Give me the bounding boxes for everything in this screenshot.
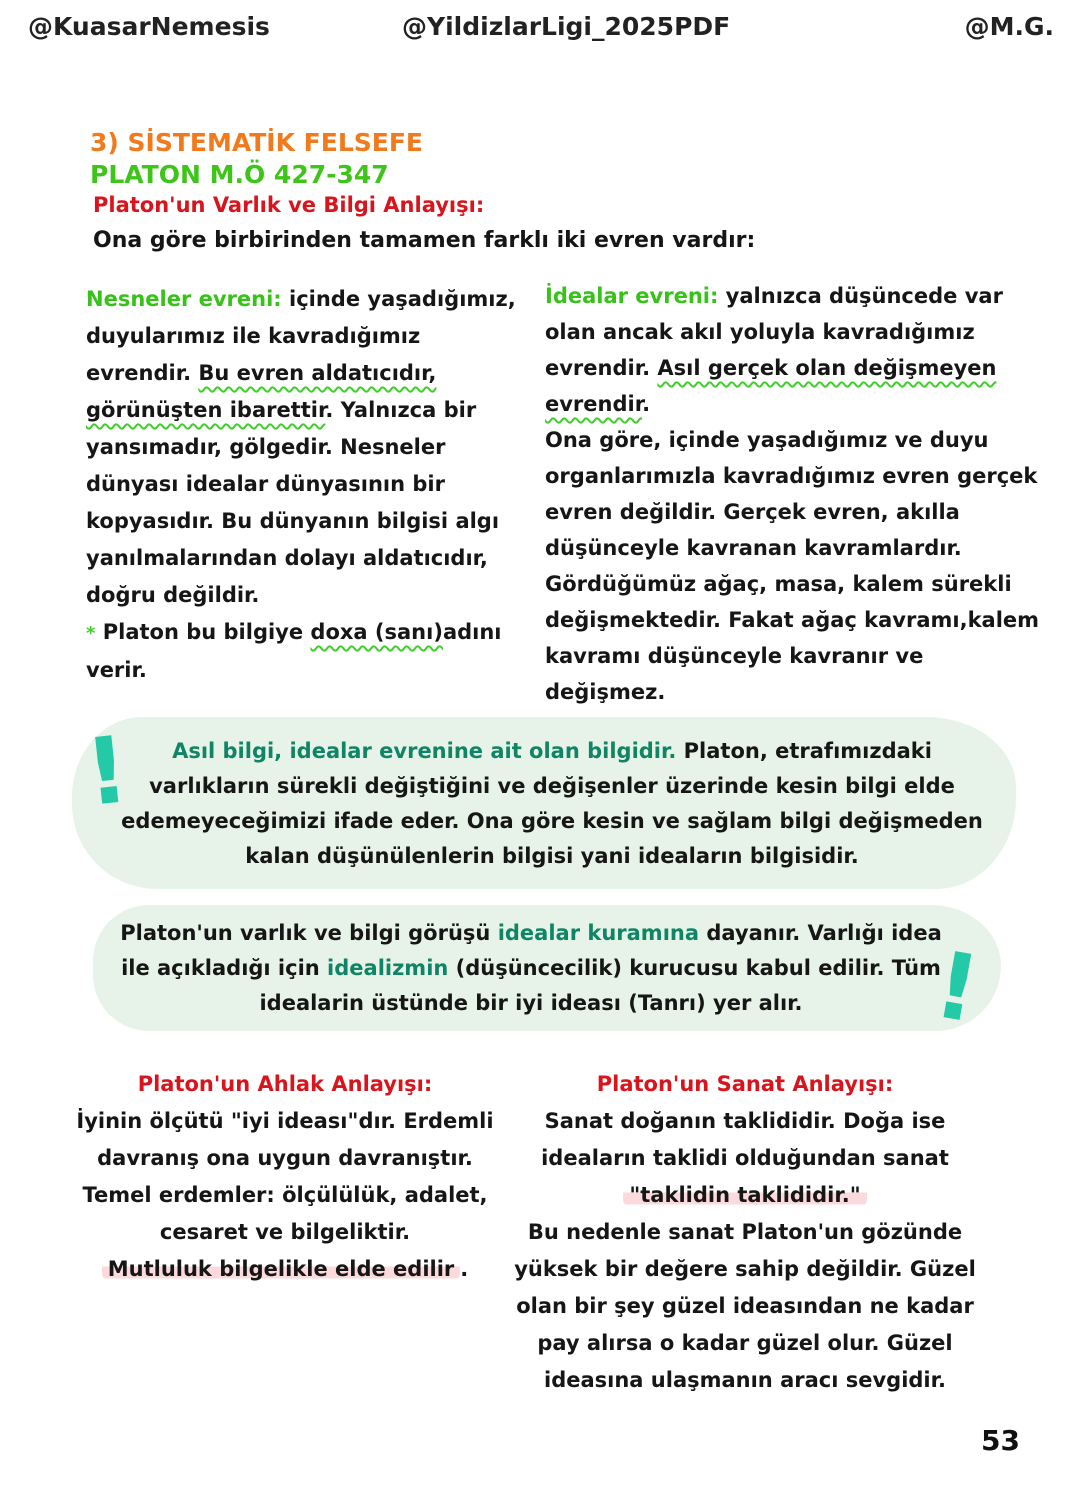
note-1-highlight: Asıl bilgi, idealar evrenine ait olan bilgidir. xyxy=(172,739,677,763)
note-2-text-3: (düşüncecilik) kurucusu kabul edilir. Tüm idealarin üstünde bir iyi ideası (Tanrı) yer alır. xyxy=(259,956,941,1015)
note-2-highlight-1: idealar kuramına xyxy=(497,921,700,945)
header-handle-center: @YildizlarLigi_2025PDF xyxy=(402,12,731,41)
header-handle-left: @KuasarNemesis xyxy=(28,12,270,41)
page-number: 53 xyxy=(981,1424,1020,1457)
note-2-text xyxy=(107,916,955,1021)
idealar-text-2: . xyxy=(642,392,651,416)
idealar-paragraph-2: Ona göre, içinde yaşadığımız ve duyu organlarımızla kavradığımız evren gerçek evren değildir. Gerçek evren, akılla düşünceyle kavranan kavramlardır. Gördüğümüz ağaç, masa, kalem sürekli değişmektedir. Fakat ağaç kavramı,kalem kavramı düşünceyle kavranır ve değişmez. xyxy=(545,428,1040,704)
ahlak-section xyxy=(70,1066,500,1288)
ahlak-highlight: Mutluluk bilgelikle elde edilir xyxy=(102,1257,461,1281)
note-1-body: Platon, etrafımızdaki varlıkların sürekli değiştiğini ve değişenler üzerinde kesin bilgi elde edemeyeceğimizi ifade eder. Ona göre kesin ve sağlam bilgi değişmeden kalan düşünülenlerin bilgisi yani ideaların bilgisidir. xyxy=(121,739,983,868)
note-2-text-2: dayanır. Varlığı idea ile açıkladığı için xyxy=(121,921,942,980)
nesneler-underlined: Bu evren aldatıcıdır, görünüşten ibarettir xyxy=(86,361,437,422)
note-2-text-1: Platon'un varlık ve bilgi görüşü xyxy=(120,921,498,945)
ahlak-heading: Platon'un Ahlak Anlayışı: xyxy=(137,1072,433,1096)
note-box-asil-bilgi xyxy=(72,717,1016,889)
note-box-idealar-kurami xyxy=(93,905,1001,1031)
exclamation-icon: ! xyxy=(927,931,987,1044)
doxa-note-before: Platon bu bilgiye xyxy=(102,620,311,644)
note-2-highlight-2: idealizmin xyxy=(327,956,449,980)
nesneler-evreni-column xyxy=(86,281,516,689)
exclamation-icon: ! xyxy=(80,716,134,827)
idealar-underlined: Asıl gerçek olan değişmeyen evrendir xyxy=(545,356,997,416)
nesneler-label: Nesneler evreni: xyxy=(86,287,282,311)
sanat-text-2: Bu nedenle sanat Platon'un gözünde yüksek bir değere sahip değildir. Güzel olan bir şey güzel ideasından ne kadar pay alırsa o kadar güzel olur. Güzel ideasına ulaşmanın aracı sevgidir. xyxy=(514,1220,976,1392)
nesneler-text-2: . Yalnızca bir yansımadır, gölgedir. Nesneler dünyası idealar dünyasının bir kopyasıdır. Bu dünyanın bilgisi algı yanılmalarından dolayı aldatıcıdır, doğru değildir. xyxy=(86,398,500,607)
sanat-highlight: "taklidin taklididir." xyxy=(623,1183,866,1207)
note-1-text xyxy=(112,734,992,874)
doxa-term: doxa (sanı) xyxy=(310,620,443,644)
star-icon: * xyxy=(86,623,96,644)
section-title: 3) SİSTEMATİK FELSEFE xyxy=(90,128,424,157)
idealar-label: İdealar evreni: xyxy=(545,284,719,308)
idealar-evreni-column xyxy=(545,278,1045,710)
header-handle-right: @M.G. xyxy=(964,12,1054,41)
sanat-heading: Platon'un Sanat Anlayışı: xyxy=(596,1072,894,1096)
idealar-text-1: yalnızca düşüncede var olan ancak akıl yoluyla kavradığımız evrendir. xyxy=(545,284,1003,380)
philosopher-title: PLATON M.Ö 427-347 xyxy=(90,160,389,189)
ahlak-text: İyinin ölçütü "iyi ideası"dır. Erdemli davranış ona uygun davranıştır. Temel erdemler: ölçülülük, adalet, cesaret ve bilgeliktir. xyxy=(76,1109,494,1244)
doxa-note-after: adını verir. xyxy=(86,620,502,682)
sanat-text-1: Sanat doğanın taklididir. Doğa ise ideaların taklidi olduğundan sanat xyxy=(541,1109,949,1170)
varlik-heading: Platon'un Varlık ve Bilgi Anlayışı: xyxy=(93,193,485,217)
intro-text: Ona göre birbirinden tamamen farklı iki evren vardır: xyxy=(93,228,756,253)
ahlak-end: . xyxy=(460,1257,469,1281)
sanat-section xyxy=(500,1066,990,1399)
nesneler-text-1: içinde yaşadığımız, duyularımız ile kavradığımız evrendir. xyxy=(86,287,516,385)
